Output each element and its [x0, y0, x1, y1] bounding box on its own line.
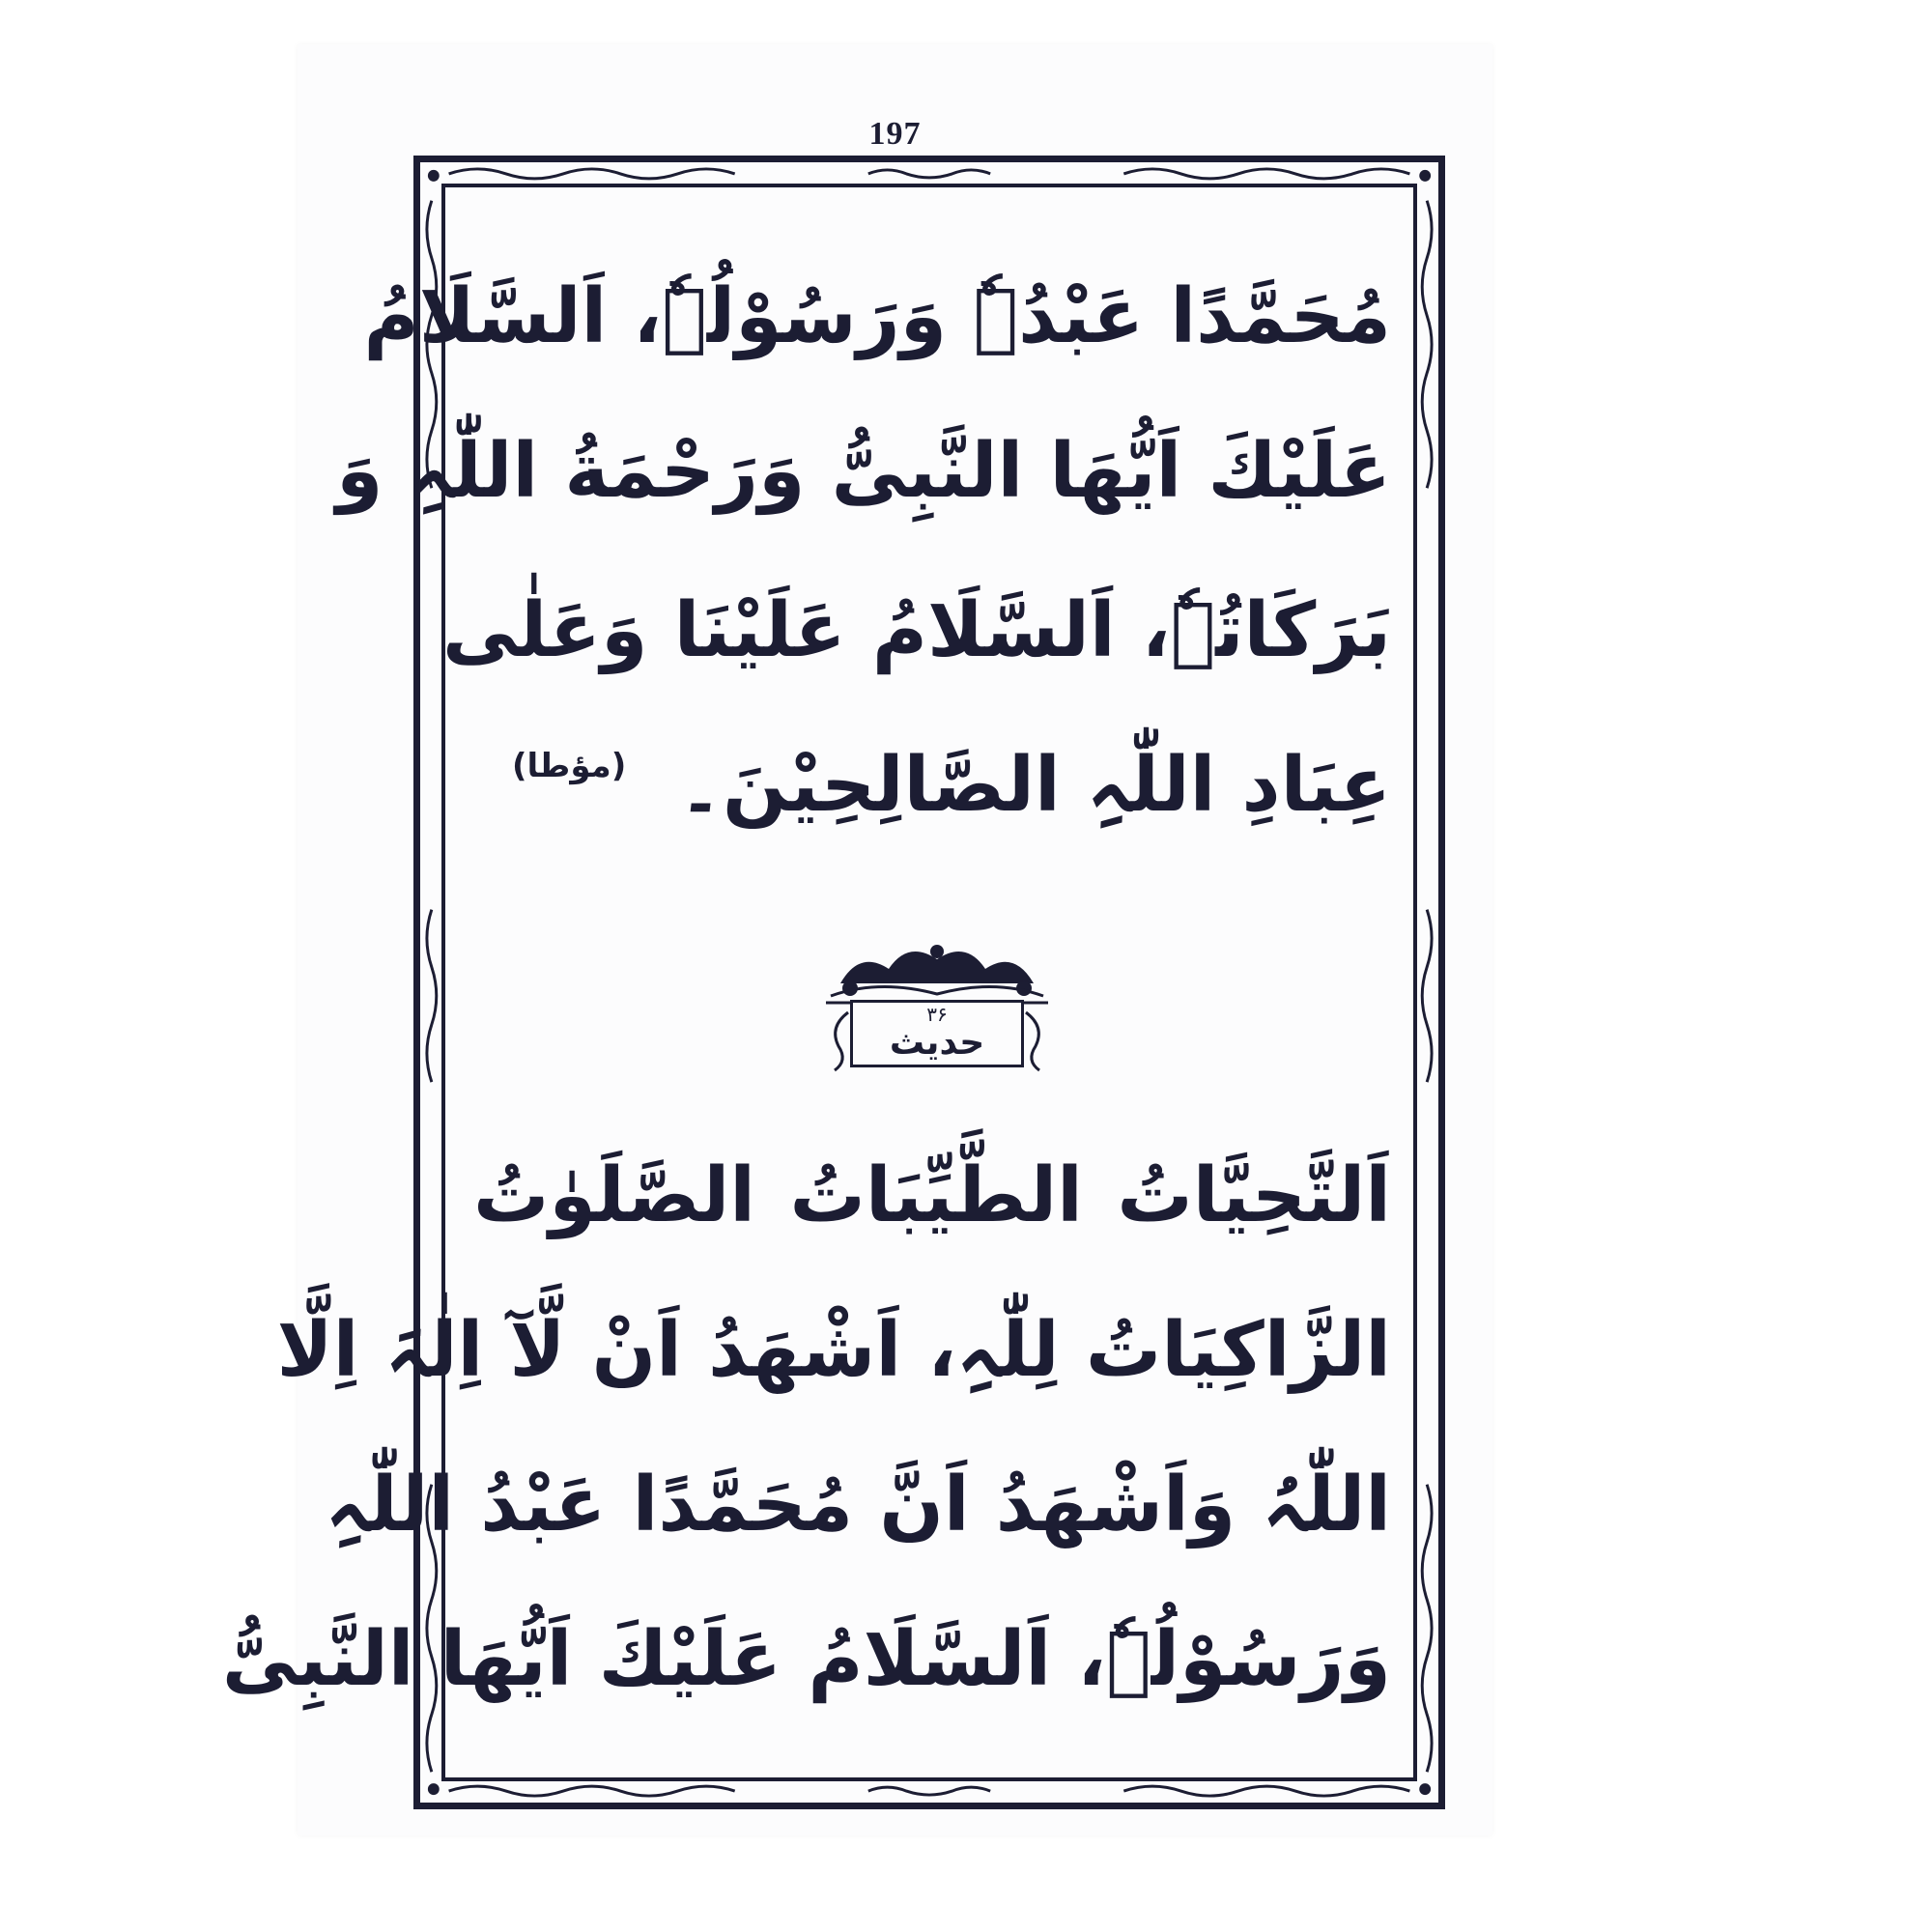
book-page	[221, 44, 1492, 1835]
passage-1-line-2: عَلَیْكَ اَیُّھَا النَّبِیُّ وَرَحْمَةُ اللّٰہِ وَ	[335, 428, 1391, 515]
hadith-heading-ornament	[821, 930, 1053, 1075]
passage-1-line-3: بَرَكَاتُہٗ، اَلسَّلَامُ عَلَیْنَا وَعَلٰی	[441, 587, 1391, 674]
decorative-frame	[221, 156, 1445, 1809]
passage-1-line-1: مُحَمَّدًا عَبْدُہٗ وَرَسُوْلُہٗ، اَلسَّلَامُ	[363, 273, 1391, 360]
page-number: 197	[868, 116, 922, 152]
page-content	[221, 220, 1391, 1747]
source-reference: (مؤطا)	[512, 747, 627, 785]
passage-2-line-3: اللّٰہُ وَاَشْھَدُ اَنَّ مُحَمَّدًا عَبْدُ اللّٰہِ	[325, 1462, 1391, 1548]
passage-2-line-1: اَلتَّحِیَّاتُ الطَّیِّبَاتُ الصَّلَوٰتُ	[473, 1152, 1391, 1239]
passage-2-line-2: الزَّاكِیَاتُ لِلّٰہِ، اَشْھَدُ اَنْ لَّآ اِلٰہَ اِلَّا	[276, 1307, 1391, 1394]
passage-2-line-4: وَرَسُوْلُہٗ، اَلسَّلَامُ عَلَیْكَ اَیُّھَا النَّبِیُّ	[221, 1616, 1391, 1703]
passage-1-line-4: عِبَادِ اللّٰہِ الصَّالِحِیْنَ۔	[678, 742, 1391, 829]
hadith-heading-box	[850, 1000, 1024, 1067]
hadith-label: حدیث	[889, 1023, 985, 1063]
hadith-number: ۳۶	[926, 1003, 948, 1026]
